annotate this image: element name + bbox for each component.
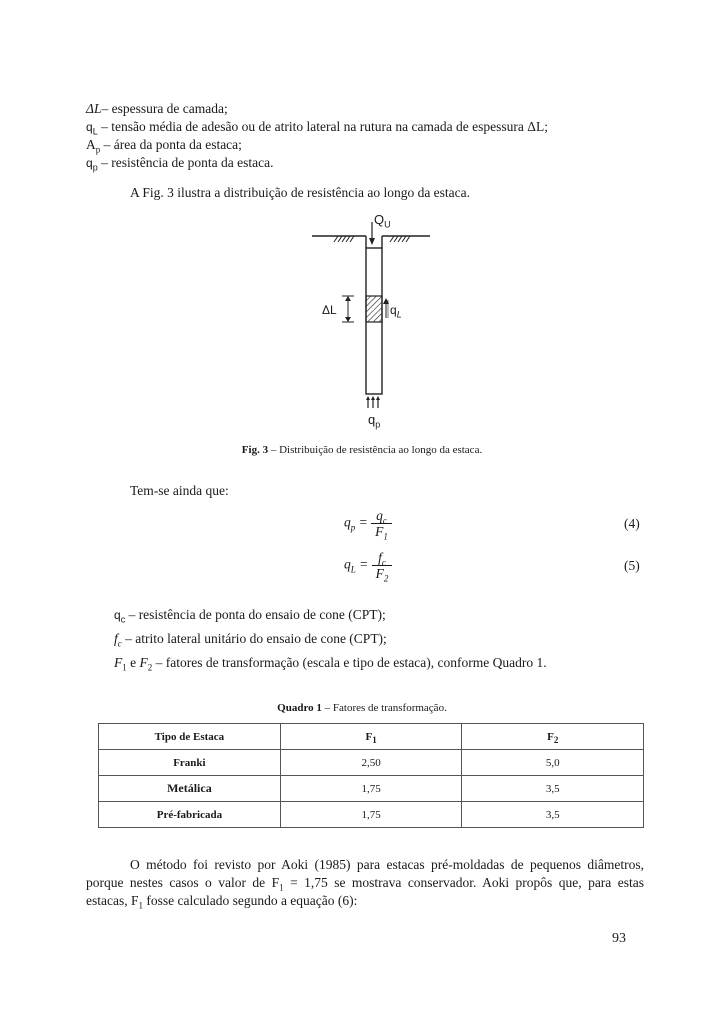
definition-fc: $f_c$ – atrito lateral unitário do ensaio de cone (CPT); xyxy=(114,631,387,649)
header-f2: $F_2$ xyxy=(462,724,644,750)
label-delta-l: ΔL xyxy=(322,303,337,317)
intro-figure-text: A Fig. 3 ilustra a distribuição de resistência ao longo da estaca. xyxy=(130,185,471,200)
symbol-delta-l: ΔL xyxy=(86,101,102,116)
label-qu: $Q_U$ xyxy=(374,212,391,230)
definition-delta-l xyxy=(86,100,228,118)
definition-text: – espessura de camada; xyxy=(101,101,228,116)
closing-paragraph: O método foi revisto por Aoki (1985) para estacas pré-moldadas de pequenos diâmetros, porque nestes casos o valor de $F_1 = 1,75$ se mostrava conservador. Aoki propôs que, para estas estacas, $F_1$ fosse calculado segundo a equação (6): xyxy=(86,857,644,911)
table-title: Quadro 1 – Fatores de transformação. xyxy=(277,702,447,714)
figure-caption: Fig. 3 – Distribuição de resistência ao longo da estaca. xyxy=(241,444,483,456)
equation-4: $q_p$ = $\frac{q_c}{F_1}$ xyxy=(344,508,392,539)
definition-ql xyxy=(86,118,548,136)
equation-5: $q_L$ = $\frac{f_c}{F_2}$ xyxy=(344,550,392,581)
definition-text: – resistência de ponta da estaca. xyxy=(97,155,274,170)
table-row: Franki 2,50 5,0 xyxy=(99,750,644,776)
factors-table xyxy=(98,723,644,828)
header-tipo: Tipo de Estaca xyxy=(99,724,281,750)
definition-qp xyxy=(86,154,274,172)
symbol-qp: $q_p$ xyxy=(86,156,98,173)
definition-qc: $q_c$ – resistência de ponta do ensaio de cone (CPT); xyxy=(114,607,386,625)
label-ql: $q_L$ xyxy=(390,303,402,320)
table-header-row xyxy=(99,724,644,750)
header-f1: $F_1$ xyxy=(280,724,462,750)
table-row: Pré-fabricada 1,75 3,5 xyxy=(99,802,644,828)
definition-text: – tensão média de adesão ou de atrito lateral na rutura na camada de espessura ΔL; xyxy=(97,119,548,134)
definition-ap xyxy=(86,136,242,154)
pile-diagram xyxy=(300,208,450,434)
symbol-ap: $A_p$ xyxy=(86,137,101,155)
symbol-ql: $q_L$ xyxy=(86,120,98,137)
definition-text: – área da ponta da estaca; xyxy=(100,137,242,152)
table-row: Metálica 1,75 3,5 xyxy=(99,776,644,802)
page-number: 93 xyxy=(612,931,626,946)
equation-5-number: (5) xyxy=(624,558,640,573)
layer-hatch xyxy=(366,296,382,322)
intro-equations-text: Tem-se ainda que: xyxy=(130,483,229,498)
equation-4-number: (4) xyxy=(624,516,640,531)
definition-f1-f2: $F_1$ e $F_2$ – fatores de transformação (escala e tipo de estaca), conforme Quadro 1. xyxy=(114,655,547,673)
label-qp: $q_p$ xyxy=(368,412,381,430)
